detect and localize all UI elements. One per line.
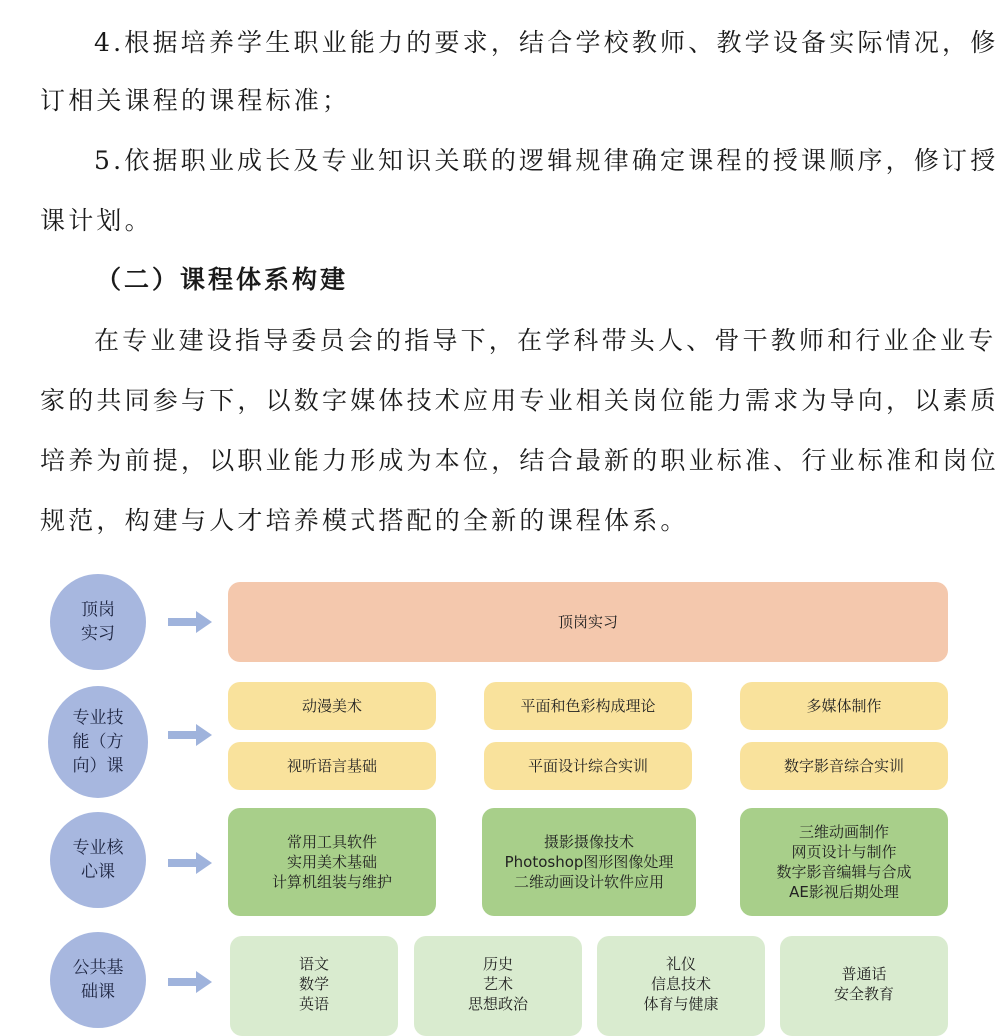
box-skill-2: 平面和色彩构成理论 (484, 682, 692, 730)
box-skill-3: 多媒体制作 (740, 682, 948, 730)
box-skill-4: 视听语言基础 (228, 742, 436, 790)
box-skill-1: 动漫美术 (228, 682, 436, 730)
arrow-right-icon (168, 724, 212, 746)
paragraph-5-line-2: 课计划。 (40, 206, 153, 235)
row-label-internship: 顶岗 实习 (50, 574, 146, 670)
box-core-3: 三维动画制作 网页设计与制作 数字影音编辑与合成 AE影视后期处理 (740, 808, 948, 916)
arrow-right-icon (168, 971, 212, 993)
arrow-right-icon (168, 611, 212, 633)
box-public-1: 语文 数学 英语 (230, 936, 398, 1036)
row-label-skill-courses: 专业技 能（方 向）课 (48, 686, 148, 798)
box-core-2: 摄影摄像技术 Photoshop图形图像处理 二维动画设计软件应用 (482, 808, 696, 916)
paragraph-6-line-4: 规范，构建与人才培养模式搭配的全新的课程体系。 (40, 506, 689, 535)
section-heading: （二）课程体系构建 (96, 265, 349, 294)
paragraph-4-line-1: 4.根据培养学生职业能力的要求，结合学校教师、教学设备实际情况，修 (94, 28, 999, 57)
box-skill-6: 数字影音综合实训 (740, 742, 948, 790)
paragraph-5-line-1: 5.依据职业成长及专业知识关联的逻辑规律确定课程的授课顺序，修订授 (94, 146, 999, 175)
box-public-4: 普通话 安全教育 (780, 936, 948, 1036)
box-public-2: 历史 艺术 思想政治 (414, 936, 582, 1036)
box-skill-5: 平面设计综合实训 (484, 742, 692, 790)
box-core-1: 常用工具软件 实用美术基础 计算机组装与维护 (228, 808, 436, 916)
box-public-3: 礼仪 信息技术 体育与健康 (597, 936, 765, 1036)
box-internship: 顶岗实习 (228, 582, 948, 662)
row-label-public-courses: 公共基 础课 (50, 932, 146, 1028)
paragraph-6-line-3: 培养为前提，以职业能力形成为本位，结合最新的职业标准、行业标准和岗位 (40, 446, 999, 475)
curriculum-diagram (0, 560, 1000, 1013)
paragraph-4-line-2: 订相关课程的课程标准； (40, 86, 351, 115)
row-label-core-courses: 专业核 心课 (50, 812, 146, 908)
arrow-right-icon (168, 852, 212, 874)
paragraph-6-line-1: 在专业建设指导委员会的指导下，在学科带头人、骨干教师和行业企业专 (94, 326, 997, 355)
paragraph-6-line-2: 家的共同参与下，以数字媒体技术应用专业相关岗位能力需求为导向，以素质 (40, 386, 999, 415)
